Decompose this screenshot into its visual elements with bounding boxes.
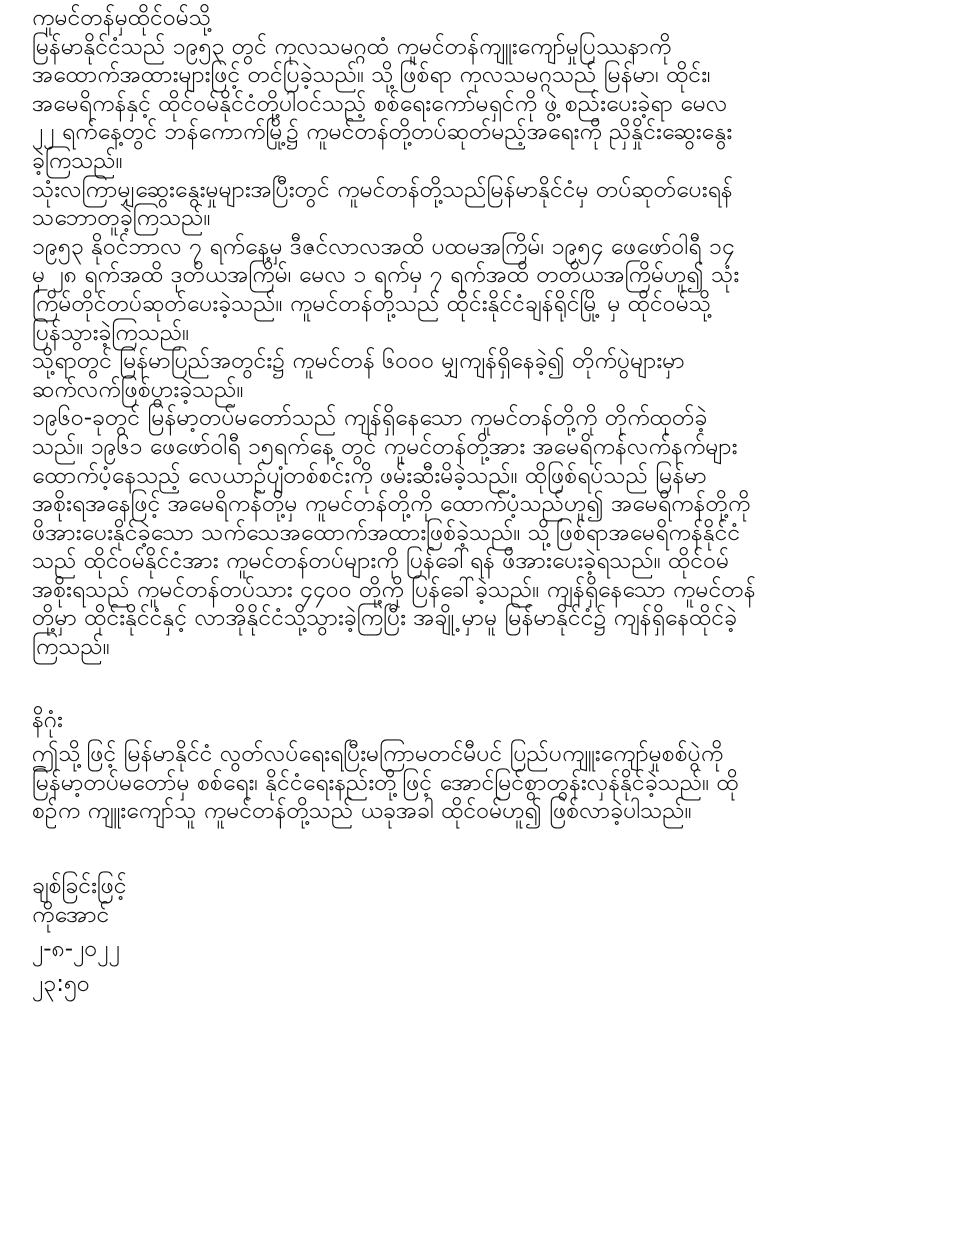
signoff-author: ကိုအောင်	[32, 901, 110, 928]
conclusion-heading: နိဂုံး	[32, 706, 63, 733]
body-line: ခဲ့ကြသည်။	[32, 147, 123, 174]
conclusion-line: ဤသို့ဖြင့် မြန်မာနိုင်ငံ လွတ်လပ်ရေးရပြီးမကြာမတင်မီပင် ပြည်ပကျူးကျော်မှုစစ်ပွဲကို	[32, 741, 724, 768]
document-body	[32, 33, 932, 662]
signoff-closing: ချစ်ခြင်းဖြင့်	[32, 873, 127, 900]
document-heading: ကူမင်တန်မှထိုင်ဝမ်သို့	[32, 5, 212, 31]
body-line: ပြန်သွားခဲ့ကြသည်။	[32, 319, 190, 346]
body-line: သည် ထိုင်ဝမ်နိုင်ငံအား ကူမင်တန်တပ်များကို ပြန်ခေါ်ရန် ဖိအားပေးခဲ့ရသည်။ ထိုင်ဝမ်	[32, 548, 730, 575]
body-line: အစိုးရသည် ကူမင်တန်တပ်သား ၄၄၀၀ တို့ကို ပြန်ခေါ်ခဲ့သည်။ ကျန်ရှိနေသော ကူမင်တန်	[32, 576, 756, 603]
body-line: ၂၂ ရက်နေ့တွင် ဘန်ကောက်မြို့၌ ကူမင်တန်တို့တပ်ဆုတ်မည့်အရေးကို ညှိနှိုင်းဆွေးနွေး	[32, 119, 733, 146]
signoff-block	[32, 872, 932, 998]
body-line: တို့မှာ ထိုင်းနိုင်ငံနှင့် လာအိုနိုင်ငံသို့သွားခဲ့ကြပြီး အချို့ မှာမူ မြန်မာနိုင်ငံ၌ ကျန်ရှိနေထိုင်ခဲ့	[32, 605, 738, 632]
body-line: သုံးလကြာမျှဆွေးနွေးမှုများအပြီးတွင် ကူမင်တန်တို့သည်မြန်မာနိုင်ငံမှ တပ်ဆုတ်ပေးရန်	[32, 176, 733, 203]
body-line: သို့ရာတွင် မြန်မာပြည်အတွင်း၌ ကူမင်တန် ၆၀၀၀ မျှကျန်ရှိနေခဲ့၍ တိုက်ပွဲများမှာ	[32, 348, 685, 375]
body-line: အထောက်အထားများဖြင့် တင်ပြခဲ့သည်။ သို့ဖြစ်ရာ ကုလသမဂ္ဂသည် မြန်မာ၊ ထိုင်း၊	[32, 62, 711, 89]
body-line: ဆက်လက်ဖြစ်ပွားခဲ့သည်။	[32, 376, 244, 403]
conclusion-body	[32, 740, 932, 826]
body-line: အစိုးရအနေဖြင့် အမေရိကန်တို့မှ ကူမင်တန်တို့ကို ထောက်ပံ့သည်ဟူ၍ အမေရိကန်တို့ကို	[32, 491, 751, 518]
body-line: သဘောတူခဲ့ကြသည်။	[32, 205, 211, 232]
body-line: ကြသည်။	[32, 634, 110, 661]
paragraph-gap	[32, 826, 932, 866]
body-line: ၁၉၅၃ နိုဝင်ဘာလ ၇ ရက်နေ့မှ ဒီဇင်လာလအထိ ပထမအကြိမ်၊ ၁၉၅၄ ဖေဖော်ဝါရီ ၁၄	[32, 233, 735, 260]
signoff-time: ၂၃:၅၀	[32, 970, 90, 997]
body-line: ကြိမ်တိုင်တပ်ဆုတ်ပေးခဲ့သည်။ ကူမင်တန်တို့သည် ထိုင်းနိုင်ငံချန်ရိုင်မြို့ မှ ထိုင်ဝမ်သို့	[32, 290, 712, 317]
body-line: ၁၉၆၀-ခုတွင် မြန်မာ့တပ်မတော်သည် ကျန်ရှိနေသော ကူမင်တန်တို့ကို တိုက်ထုတ်ခဲ့	[32, 405, 708, 432]
document-page	[32, 0, 932, 1239]
body-line: သည်။ ၁၉၆၁ ဖေဖော်ဝါရီ ၁၅ရက်နေ့ တွင် ကူမင်တန်တို့အား အမေရိကန်လက်နက်များ	[32, 433, 738, 460]
conclusion-line: မြန်မာ့တပ်မတော်မှ စစ်ရေး၊ နိုင်ငံရေးနည်းတို့ဖြင့် အောင်မြင်စွာတွန်းလှန်နိုင်ခဲ့သည်။ ထို	[32, 769, 739, 796]
body-line: ထောက်ပံ့နေသည့် လေယာဉ်ပျံတစ်စင်းကို ဖမ်းဆီးမိခဲ့သည်။ ထိုဖြစ်ရပ်သည် မြန်မာ	[32, 462, 707, 489]
signoff-date: ၂-၈-၂၀၂၂	[32, 936, 120, 963]
conclusion-line: စဉ်က ကျူးကျော်သူ ကူမင်တန်တို့သည် ယခုအခါ ထိုင်ဝမ်ဟူ၍ ဖြစ်လာခဲ့ပါသည်။	[32, 798, 692, 825]
paragraph-gap	[32, 662, 932, 702]
body-line: မြန်မာနိုင်ငံသည် ၁၉၅၃ တွင် ကုလသမဂ္ဂထံ ကူမင်တန်ကျူးကျော်မှုပြဿနာကို	[32, 33, 672, 60]
body-line: အမေရိကန်နှင့် ထိုင်ဝမ်နိုင်ငံတို့ပါဝင်သည့် စစ်ရေးကော်မရှင်ကို ဖွဲ့ စည်းပေးခဲ့ရာ မေလ	[32, 90, 728, 117]
body-line: ဖိအားပေးနိုင်ခဲ့သော သက်သေအထောက်အထားဖြစ်ခဲ့သည်။ သို့ဖြစ်ရာအမေရိကန်နိုင်ငံ	[32, 519, 741, 546]
body-line: မှ ၂၈ ရက်အထိ ဒုတိယအကြိမ်၊ မေလ ၁ ရက်မှ ၇ ရက်အထိ တတိယအကြိမ်ဟူ၍ သုံး	[32, 262, 740, 289]
